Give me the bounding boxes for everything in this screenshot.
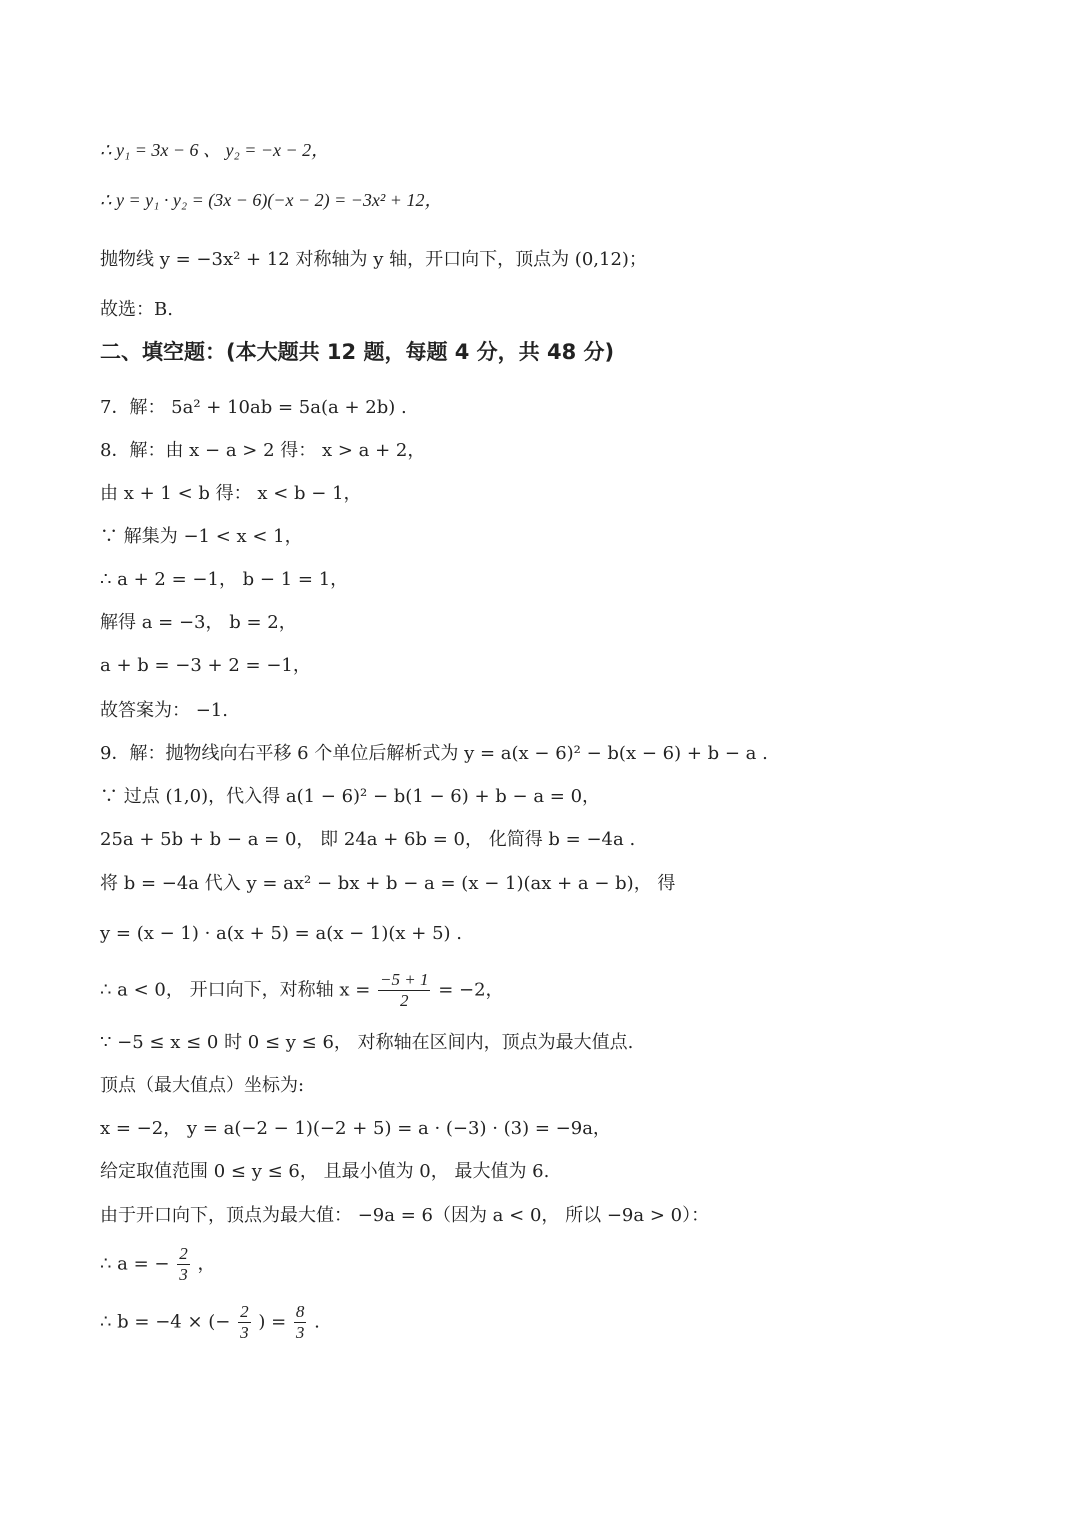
q9-step-2: ∵ 过点 (1,0)，代入得 a(1 − 6)² − b(1 − 6) + b − a = 0， — [100, 786, 601, 807]
q9-step-6-post: = −2， — [438, 979, 504, 1001]
line-choice-b: 故选：B. — [100, 299, 173, 320]
q9-a-value-pre: ∴ a = − — [100, 1253, 170, 1275]
a-fraction-denominator: 3 — [179, 1265, 188, 1284]
q9-b-value-post: . — [314, 1311, 320, 1333]
q7-solution: 7．解： 5a² + 10ab = 5a(a + 2b) . — [100, 397, 407, 418]
q8-answer: 故答案为： −1. — [100, 700, 228, 721]
axis-fraction — [378, 970, 430, 1011]
q9-step-6 — [100, 970, 504, 1011]
q9-step-5: y = (x − 1) · a(x + 5) = a(x − 1)(x + 5) . — [100, 923, 462, 944]
q9-step-7: ∵ −5 ≤ x ≤ 0 时 0 ≤ y ≤ 6， 对称轴在区间内，顶点为最大值点. — [100, 1032, 634, 1053]
line-product: ∴ y = y₁ · y₂ = (3x − 6)(−x − 2) = −3x² + 12， — [100, 190, 443, 210]
q9-b-value-mid: ) = — [258, 1311, 287, 1333]
q9-a-value-post: ， — [197, 1253, 216, 1275]
q8-step-5: 解得 a = −3， b = 2， — [100, 612, 297, 633]
axis-fraction-numerator: −5 + 1 — [380, 970, 429, 989]
q9-b-value — [100, 1302, 320, 1343]
q8-step-4: ∴ a + 2 = −1， b − 1 = 1， — [100, 569, 349, 590]
q9-b-value-pre: ∴ b = −4 × (− — [100, 1311, 231, 1333]
q9-step-10: 给定取值范围 0 ≤ y ≤ 6， 且最小值为 0， 最大值为 6. — [100, 1161, 550, 1182]
b-fraction-inner-numerator: 2 — [240, 1302, 249, 1321]
b-fraction-inner — [238, 1302, 251, 1343]
a-fraction-numerator: 2 — [179, 1244, 188, 1263]
q9-step-6-pre: ∴ a < 0， 开口向下，对称轴 x = — [100, 979, 371, 1001]
q9-step-9: x = −2， y = a(−2 − 1)(−2 + 5) = a · (−3) · (3) = −9a， — [100, 1118, 611, 1139]
a-fraction — [177, 1244, 190, 1285]
q8-step-6: a + b = −3 + 2 = −1， — [100, 655, 311, 676]
axis-fraction-denominator: 2 — [399, 991, 409, 1010]
q9-a-value — [100, 1244, 215, 1285]
q8-step-2: 由 x + 1 < b 得： x < b − 1， — [100, 483, 362, 504]
q8-step-3: ∵ 解集为 −1 < x < 1， — [100, 526, 303, 547]
q9-step-3: 25a + 5b + b − a = 0， 即 24a + 6b = 0， 化简得 b = −4a . — [100, 829, 636, 850]
b-fraction-result-numerator: 8 — [295, 1302, 305, 1321]
q9-step-1: 9．解：抛物线向右平移 6 个单位后解析式为 y = a(x − 6)² − b(x − 6) + b − a . — [100, 743, 768, 764]
q9-step-4: 将 b = −4a 代入 y = ax² − bx + b − a = (x − 1)(ax + a − b)， 得 — [100, 873, 676, 894]
b-fraction-result — [294, 1302, 307, 1343]
q9-step-8: 顶点（最大值点）坐标为: — [100, 1075, 305, 1096]
line-parabola-axis: 抛物线 y = −3x² + 12 对称轴为 y 轴，开口向下，顶点为 (0,12)； — [100, 249, 647, 270]
q8-step-1: 8．解：由 x − a > 2 得： x > a + 2， — [100, 440, 426, 461]
line-y1-y2: ∴ y₁ = 3x − 6 、 y₂ = −x − 2， — [100, 140, 330, 160]
b-fraction-result-denominator: 3 — [295, 1323, 305, 1342]
q9-step-11: 由于开口向下，顶点为最大值： −9a = 6（因为 a < 0， 所以 −9a > 0）： — [100, 1205, 710, 1226]
section-heading: 二、填空题：(本大题共 12 题，每题 4 分，共 48 分) — [100, 340, 615, 364]
b-fraction-inner-denominator: 3 — [240, 1323, 249, 1342]
